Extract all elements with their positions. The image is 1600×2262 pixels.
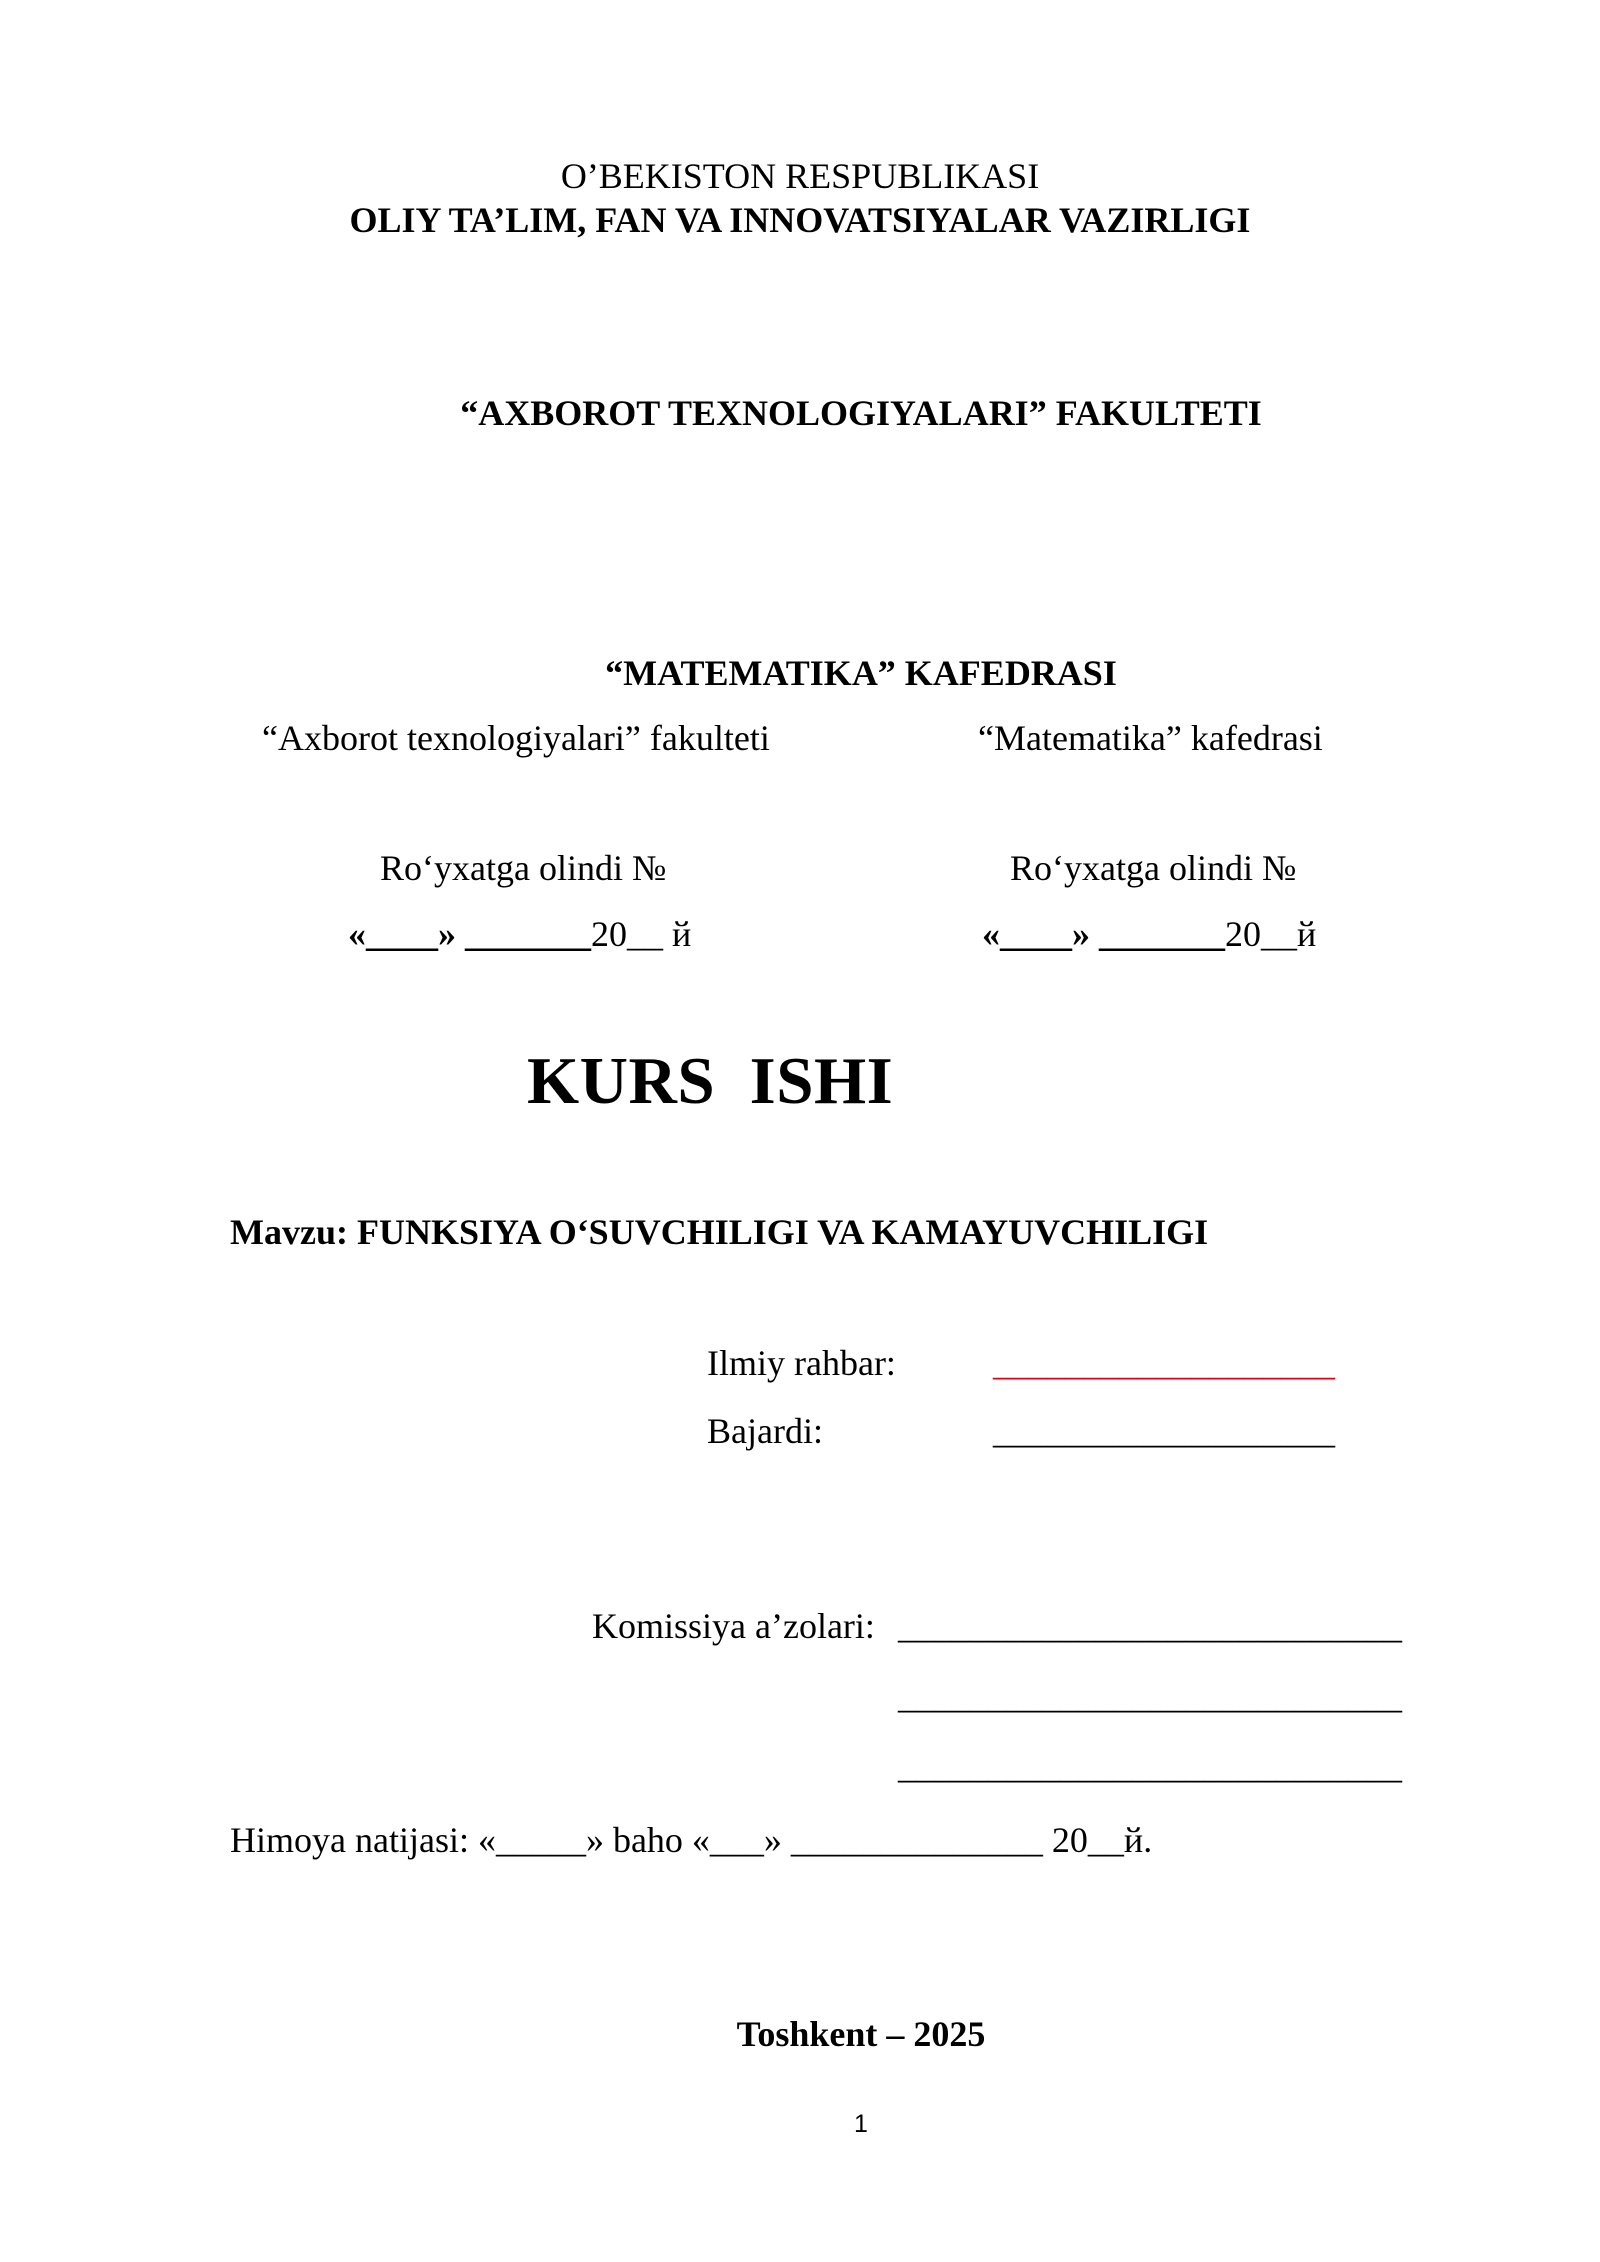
registration-left-label: Ro‘yxatga olindi № [380, 848, 667, 888]
date-open-quote: « [348, 914, 366, 954]
commission-signature-line: ____________________________ [898, 1746, 1402, 1786]
supervisor-signature-line: ___________________ [993, 1343, 1335, 1383]
commission-label: Komissiya a’zolari: [592, 1606, 875, 1646]
registration-left-unit: “Axborot texnologiyalari” fakulteti [262, 718, 770, 758]
date-month-blank: _______ [465, 914, 591, 954]
performer-label: Bajardi: [707, 1411, 823, 1451]
registration-right-date [982, 916, 1316, 952]
topic-line: Mavzu: FUNKSIYA O‘SUVCHILIGI VA KAMAYUVCHILIGI [230, 1212, 1209, 1252]
registration-right-label: Ro‘yxatga olindi № [1010, 848, 1297, 888]
defense-result-line: Himoya natijasi: «_____» baho «___» ______________ 20__й. [230, 1820, 1153, 1860]
department-heading: “MATEMATIKA” KAFEDRASI [605, 653, 1117, 693]
faculty-heading: “AXBOROT TEXNOLOGIYALARI” FAKULTETI [460, 393, 1262, 433]
ministry-name-line: OLIY TA’LIM, FAN VA INNOVATSIYALAR VAZIRLIGI [349, 200, 1251, 240]
registration-right-unit: “Matematika” kafedrasi [978, 718, 1323, 758]
date-open-quote: « [982, 914, 1000, 954]
commission-signature-line: ____________________________ [898, 1606, 1402, 1646]
registration-left-date [348, 916, 691, 952]
document-title: KURS ISHI [527, 1044, 894, 1118]
supervisor-label: Ilmiy rahbar: [707, 1343, 896, 1383]
city-year: Toshkent – 2025 [736, 2014, 986, 2054]
date-year-tail: 20__й [1225, 914, 1317, 954]
date-close-quote: » [1072, 914, 1099, 954]
date-month-blank: _______ [1099, 914, 1225, 954]
page-number: 1 [854, 2110, 868, 2138]
date-year-tail: 20__ й [591, 914, 692, 954]
performer-signature-line: ___________________ [993, 1411, 1335, 1451]
commission-signature-line: ____________________________ [898, 1676, 1402, 1716]
date-day-blank: ____ [1000, 914, 1072, 954]
date-day-blank: ____ [366, 914, 438, 954]
date-close-quote: » [438, 914, 465, 954]
ministry-country-line: O’BEKISTON RESPUBLIKASI [560, 156, 1040, 196]
